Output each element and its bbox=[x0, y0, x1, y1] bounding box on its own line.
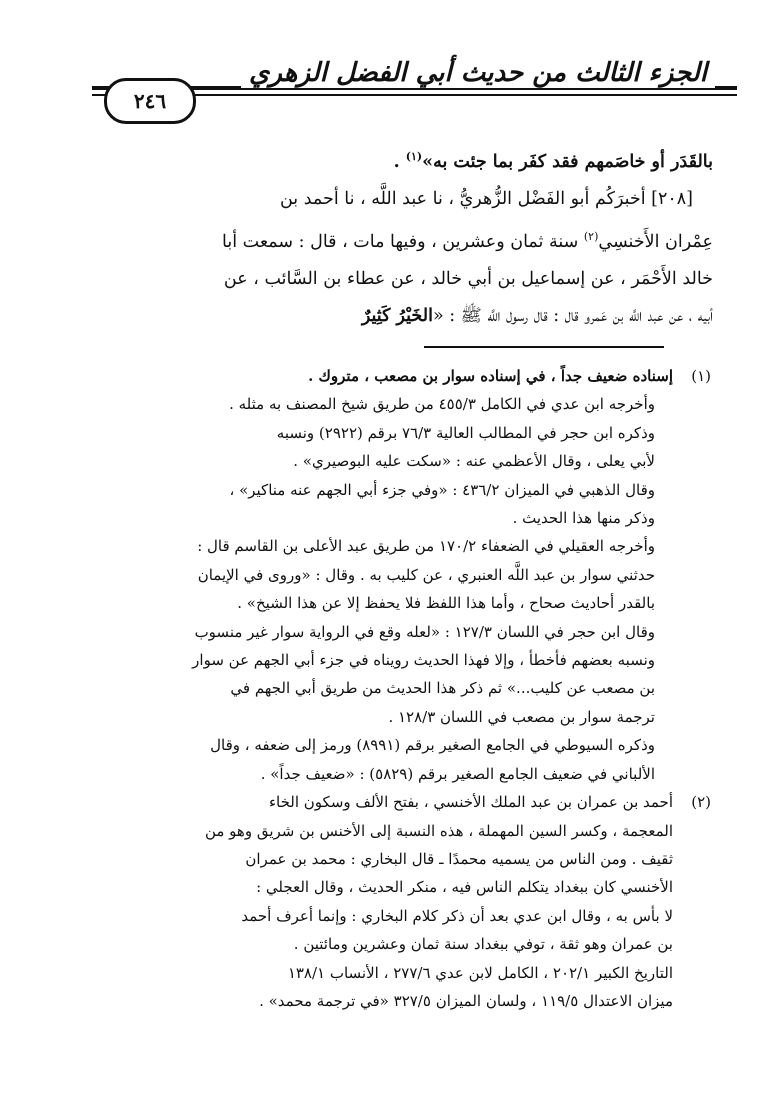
footnote-2 bbox=[55, 788, 711, 1015]
footnote-line: ونسبه بعضهم فأخطأ ، وإلا فهذا الحديث رويناه في جزء أبي الجهم عن سوار bbox=[192, 651, 655, 670]
footnote-line: ميزان الاعتدال ١١٩/٥ ، ولسان الميزان ٣٢٧/٥ «في ترجمة محمد» . bbox=[259, 991, 673, 1010]
footnote-line: وأخرجه العقيلي في الضعفاء ١٧٠/٢ من طريق عبد الأعلى بن القاسم قال : bbox=[197, 537, 655, 556]
footnote-body bbox=[55, 362, 673, 788]
footnote-body bbox=[55, 788, 673, 1015]
footnote-line: وقال ابن حجر في اللسان ١٢٧/٣ : «لعله وقع في الرواية سوار غير منسوب bbox=[194, 622, 655, 641]
hadith-text: الخَيْرُ كَثِيرٌ bbox=[361, 305, 433, 326]
footnote-ref-1[interactable]: (١) bbox=[405, 150, 423, 163]
footnote-line: وقال الذهبي في الميزان ٤٣٦/٢ : «وفي جزء أبي الجهم عنه مناكير» ، bbox=[229, 480, 655, 499]
footnote-ref-2[interactable]: (٢) bbox=[583, 229, 599, 243]
footnote-line: الأخنسي كان ببغداد يتكلم الناس فيه ، منكر الحديث ، وقال العجلي : bbox=[256, 878, 673, 897]
footnote-line: إسناده ضعيف جداً ، في إسناده سوار بن مصعب ، متروك . bbox=[308, 367, 673, 385]
footnote-line: وذكره السيوطي في الجامع الصغير برقم (٨٩٩١) ورمز إلى ضعفه ، وقال bbox=[210, 736, 655, 755]
hadith-208-line-1: [٢٠٨] أخبرَكُم أبو الفَضْل الزُّهريُّ ، نا عبد اللَّه ، نا أحمد بن bbox=[279, 188, 693, 209]
footnote-line: وذكر منها هذا الحديث . bbox=[512, 509, 655, 528]
footnote-line: التاريخ الكبير ٢٠٢/١ ، الكامل لابن عدي ٢٧٧/٦ ، الأنساب ١٣٨/١ bbox=[287, 963, 673, 982]
footnote-line: وذكره ابن حجر في المطالب العالية ٧٦/٣ برقم (٢٩٢٢) ونسبه bbox=[276, 423, 655, 442]
hadith-208-line-2: عِمْران الأَخنسِي$^{(٢)}$ سنة ثمان وعشرين ، وفيها مات ، قال : سمعت أبا bbox=[222, 229, 713, 252]
footnote-line: أحمد بن عمران بن عبد الملك الأخنسي ، بفتح الألف وسكون الخاء bbox=[268, 793, 673, 812]
footnote-line: المعجمة ، وكسر السين المهملة ، هذه النسبة إلى الأخنس بن شريق وهو من bbox=[204, 821, 673, 840]
hadith-208-line-3: خالد الأَحْمَر ، عن إسماعيل بن أبي خالد ، عن عطاء بن السَّائب ، عن bbox=[223, 268, 713, 289]
footnote-line: ثقيف . ومن الناس من يسميه محمدًا ـ قال البخاري : محمد بن عمران bbox=[245, 849, 673, 868]
footnote-line: بن مصعب عن كليب...» ثم ذكر هذا الحديث من طريق أبي الجهم في bbox=[230, 679, 655, 698]
footnote-line: لا بأس به ، وقال ابن عدي بعد أن ذكر كلام البخاري : وإنما أعرف أحمد bbox=[241, 906, 673, 925]
footnote-separator bbox=[424, 346, 664, 348]
footnote-line: الألباني في ضعيف الجامع الصغير برقم (٥٨٢٩) : «ضعيف جداً» . bbox=[260, 764, 655, 783]
footnote-1 bbox=[55, 362, 711, 788]
footnote-line: حدثني سوار بن عبد اللَّه العنبري ، عن كليب به . وقال : «وروى في الإيمان bbox=[197, 565, 655, 584]
footnote-line: بالقدر أحاديث صحاح ، وأما هذا اللفظ فلا يحفظ إلا عن هذا الشيخ» . bbox=[237, 594, 655, 613]
hadith-208-line-4: أبيه ، عن عبد اللَّه بن عَمرو قال : قال رسول اللَّه ﷺ : «الخَيْرُ كَثِيرٌ bbox=[361, 305, 713, 326]
footnote-line: لأبي يعلى ، وقال الأعظمي عنه : «سكت عليه البوصيري» . bbox=[293, 452, 655, 471]
page-number: ٢٤٦ bbox=[104, 78, 196, 124]
footnote-line: ترجمة سوار بن مصعب في اللسان ١٢٨/٣ . bbox=[388, 707, 655, 726]
footnote-line: بن عمران وهو ثقة ، توفي ببغداد سنة ثمان وعشرين ومائتين . bbox=[293, 935, 673, 954]
main-line-1: بالقَدَر أو خاصَمهم فقد كفَر بما جئت به»$^{(١)}$ . bbox=[393, 150, 713, 172]
page-header bbox=[92, 58, 737, 126]
footnote-number: (١) bbox=[691, 367, 711, 385]
running-title: الجزء الثالث من حديث أبي الفضل الزهري bbox=[241, 58, 715, 88]
footnote-line: وأخرجه ابن عدي في الكامل ٤٥٥/٣ من طريق شيخ المصنف به مثله . bbox=[229, 395, 655, 414]
main-text bbox=[58, 138, 713, 335]
footnote-number: (٢) bbox=[691, 793, 711, 812]
footnotes bbox=[55, 362, 711, 1015]
